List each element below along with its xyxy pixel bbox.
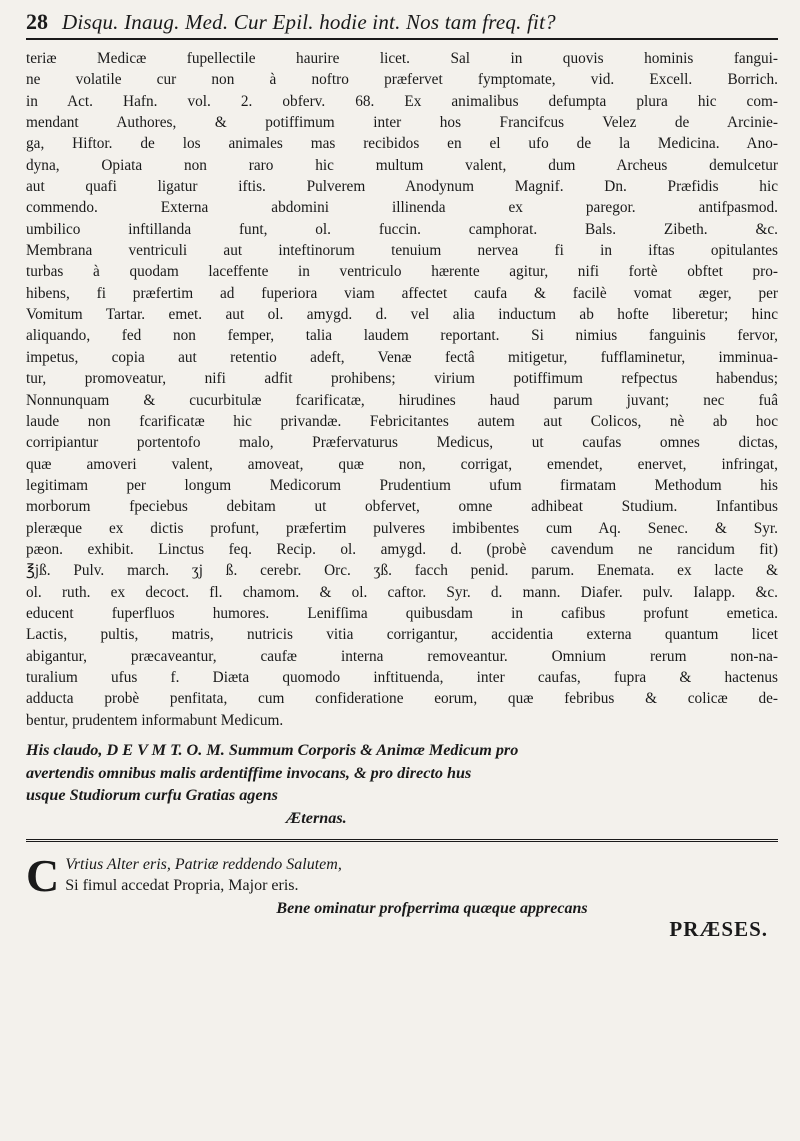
text-line: corripiantur portentofo malo, Præfervaturus Medicus, ut caufas omnes dictas,: [26, 434, 778, 452]
text-line: dyna, Opiata non raro hic multum valent, dum Archeus demulcetur: [26, 156, 778, 174]
text-line: teriæ Medicæ fupellectile haurire licet. Sal in quovis hominis fangui-: [26, 50, 778, 67]
text-line: bentur, prudentem informabunt Medicum.: [26, 711, 284, 729]
text-line: tur, promoveatur, nifi adfit prohibens; virium potiffimum refpectus habendus;: [26, 370, 778, 388]
text-line: Nonnunquam & cucurbitulæ fcarificatæ, hirudines haud parum juvant; nec fuâ: [26, 391, 778, 409]
dedication-line-1: Vrtius Alter eris, Patriæ reddendo Salutem,: [65, 856, 342, 873]
text-line: aliquando, fed non femper, talia laudem reportant. Si nimius fanguinis fervor,: [26, 327, 778, 345]
text-line: Membrana ventriculi aut inteftinorum tenuium nervea fi in iftas opitulantes: [26, 242, 778, 260]
text-line: commendo. Externa abdomini illinenda ex paregor. antifpasmod.: [26, 199, 778, 217]
dedication-line-2: Si fimul accedat Propria, Major eris.: [65, 877, 299, 894]
page-header: [26, 8, 778, 40]
text-line: adducta probè penfitata, cum confideratione eorum, quæ febribus & colicæ de-: [26, 690, 778, 708]
text-line: turalium ufus f. Diæta quomodo inftituenda, inter caufas, fupra & hactenus: [26, 668, 778, 686]
closing-line-1: His claudo, D E V M T. O. M. Summum Corporis & Animæ Medicum pro: [26, 741, 519, 759]
closing-invocation: [26, 739, 778, 829]
text-line: hibens, fi præfertim ad fuperiora viam affectet caufa & facilè vomat æger, per: [26, 284, 778, 302]
text-line: laude non fcarificatæ hic privandæ. Febricitantes autem aut Colicos, nè ab hoc: [26, 412, 778, 430]
dropcap-letter: C: [26, 850, 60, 901]
dedication-verse: [26, 850, 778, 919]
text-line: legitimam per longum Medicorum Prudentium ufum firmatam Methodum his: [26, 476, 778, 494]
text-line: ℥jß. Pulv. march. ʒj ß. cerebr. Orc. ʒß. facch penid. parum. Enemata. ex lacte &: [26, 562, 778, 580]
text-line: mendant Authores, & potiffimum inter hos Francifcus Velez de Arcinie-: [26, 114, 778, 132]
text-line: Vomitum Tartar. emet. aut ol. amygd. d. vel alia inductum ab hofte liberetur; hinc: [26, 306, 778, 324]
text-line: quæ amoveri valent, amoveat, quæ non, corrigat, emendet, enervet, infringat,: [26, 455, 778, 473]
text-line: pæon. exhibit. Linctus feq. Recip. ol. amygd. d. (probè cavendum ne rancidum fit): [26, 540, 778, 558]
text-line: turbas à quodam laceffente in ventriculo hærente agitur, nifi fortè obftet pro-: [26, 263, 778, 281]
text-line: in Act. Hafn. vol. 2. obferv. 68. Ex animalibus defumpta plura hic com-: [26, 92, 778, 110]
text-line: Lactis, pultis, matris, nutricis vitia corrigantur, accidentia externa quantum licet: [26, 626, 778, 644]
text-line: ne volatile cur non à noftro præfervet fymptomate, vid. Excell. Borrich.: [26, 71, 778, 89]
text-line: morborum fpeciebus debitam ut obfervet, omne adhibeat Studium. Infantibus: [26, 498, 778, 516]
text-line: ga, Hiftor. de los animales mas recibidos en el ufo de la Medicina. Ano-: [26, 135, 778, 153]
text-line: impetus, copia aut retentio adeft, Venæ fectâ mitigetur, fufflaminetur, imminua-: [26, 348, 778, 366]
running-title: Disqu. Inaug. Med. Cur Epil. hodie int. Nos tam freq. fit?: [62, 10, 556, 34]
body-text: [26, 48, 778, 731]
closing-line-2: avertendis omnibus malis ardentiffime invocans, & pro directo hus: [26, 763, 472, 782]
page-number: 28: [26, 9, 48, 34]
text-line: ol. ruth. ex decoct. fl. chamom. & ol. caftor. Syr. d. mann. Diafer. pulv. Ialapp. &c.: [26, 583, 778, 601]
text-line: educent fuperfluos humores. Lenifſima quibusdam in cafibus profunt emetica.: [26, 604, 778, 622]
closing-line-3: usque Studiorum curfu Gratias agens: [26, 786, 278, 804]
text-line: aut quafi ligatur iftis. Pulverem Anodynum Magnif. Dn. Præfidis hic: [26, 178, 778, 196]
text-line: umbilico inftillanda funt, ol. fuccin. camphorat. Bals. Zibeth. &c.: [26, 220, 778, 238]
divider-rule: [26, 839, 778, 848]
text-line: pleræque ex dictis profunt, præfertim pulveres imbibentes cum Aq. Senec. & Syr.: [26, 519, 778, 537]
catchword: PRÆSES.: [669, 917, 768, 941]
text-line: abigantur, præcaveantur, caufæ interna removeantur. Omnium rerum non-na-: [26, 647, 778, 665]
closing-line-4: Æternas.: [286, 808, 347, 827]
dedication-line-3: Bene ominatur profperrima quæque apprecans: [276, 900, 588, 917]
